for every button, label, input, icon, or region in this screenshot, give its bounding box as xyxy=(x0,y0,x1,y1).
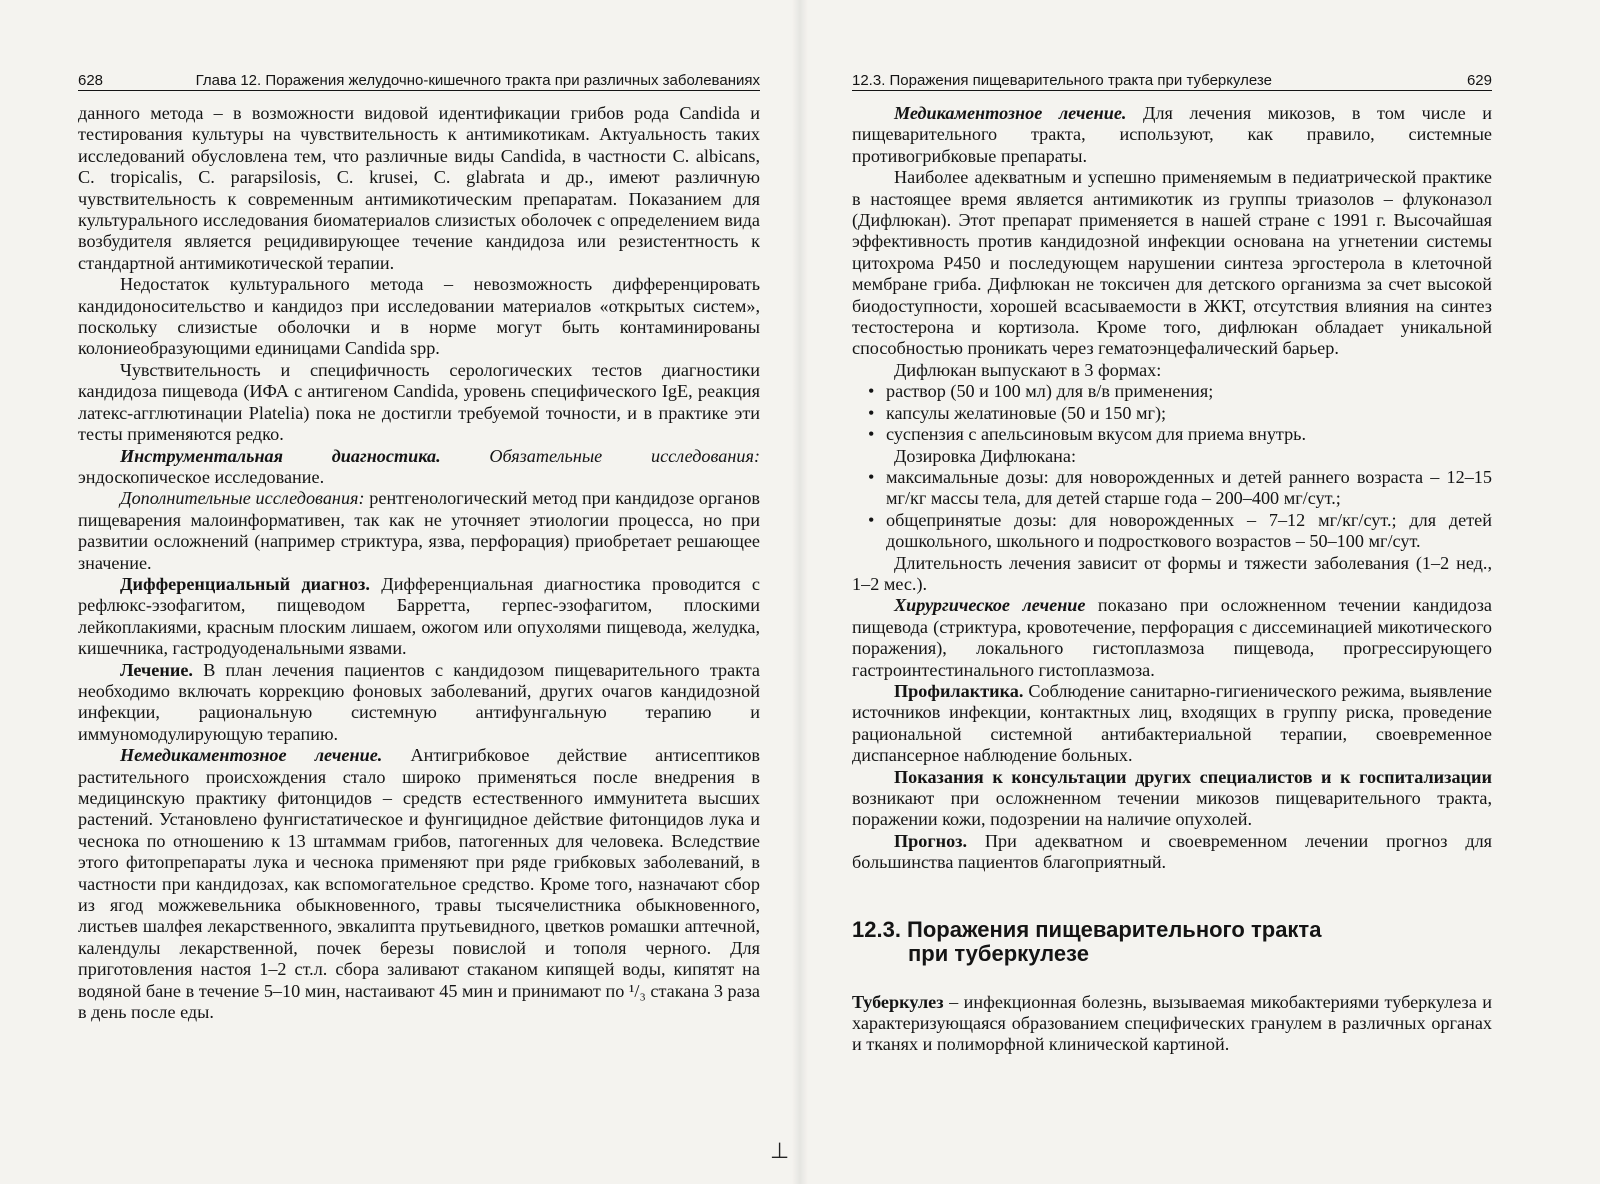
section-heading-line1: 12.3. Поражения пищеварительного тракта xyxy=(852,916,1322,942)
paragraph-text: В план лечения пациентов с кандидозом пищеварительного тракта необходимо включать коррекцию фоновых заболеваний, других очагов кандидозной инфекции, рациональную системную антифунгальную терапию и иммуномодулирующую терапию. xyxy=(78,659,761,744)
right-page-number: 629 xyxy=(1466,72,1492,89)
paragraph xyxy=(852,595,1492,681)
subheading: Дополнительные исследования: xyxy=(120,488,365,509)
dosage-list xyxy=(852,467,1492,553)
paragraph xyxy=(78,574,760,660)
list-intro: Дифлюкан выпускают в 3 формах: xyxy=(894,359,1162,380)
left-body-text xyxy=(78,103,760,1023)
paragraph-text: Антигрибковое действие антисептиков растительного происхождения стало широко применяться после внедрения в медицинскую практику фитонцидов – средств естественного иммунитета высших растений. Установлено фунгистатическое и фунгицидное действие фитонцидов лука и чеснока по отношению к 13 штаммам грибов, патогенных для человека. Вследствие этого фитопрепараты лука и чеснока применяют при ряде грибковых заболеваний, в частности при кандидозах, как вспомогательное средство. Кроме того, назначают сбор из ягод можжевельника обыкновенного, травы тысячелистника обыкновенного, листьев шалфея лекарственного, эвкалипта прутьевидного, цветков ромашки аптечной, календулы лекарственной, почек березы повислой и тополя черного. Для приготовления настоя 1–2 ст.л. сбора заливают стаканом кипящей воды, кипятят на водяной бане в течение 5–10 мин, настаивают 45 мин и принимают по ¹/₃ стакана 3 раза в день после еды. xyxy=(78,745,760,1023)
left-page-number: 628 xyxy=(78,72,104,89)
paragraph-text: показано при осложненном течении кандидоза пищевода (стриктура, кровотечение, перфорация с диссеминацией микотического поражения), локального гистоплазмоза пищевода, прогрессирующего гастроинтестинального гистоплазмоза. xyxy=(852,595,1492,680)
paragraph xyxy=(78,446,760,489)
paragraph: Длительность лечения зависит от формы и тяжести заболевания (1–2 нед., 1–2 мес.). xyxy=(852,552,1492,594)
right-page xyxy=(852,72,1492,1056)
binding-mark: ⊥ xyxy=(770,1138,790,1163)
subheading: Обязательные исследования: xyxy=(489,445,761,466)
section-heading xyxy=(852,918,1492,966)
right-running-head xyxy=(852,72,1492,91)
right-running-title: 12.3. Поражения пищеварительного тракта при туберкулезе xyxy=(852,72,1272,89)
paragraph-text: Соблюдение санитарно-гигиенического режима, выявление источников инфекции, контактных лиц, входящих в группу риска, проведение рациональной системной антибактериальной терапии, своевременное диспансерное наблюдение больных. xyxy=(852,680,1493,766)
runin-heading: Лечение. xyxy=(120,659,193,680)
paragraph-text: Для лечения микозов, в том числе и пищеварительного тракта, используют, как правило, системные противогрибковые препараты. xyxy=(852,103,1492,166)
paragraph-text: эндоскопическое исследование. xyxy=(78,466,325,487)
paragraph: данного метода – в возможности видовой идентификации грибов рода Candida и тестирования культуры на чувствительность к антимикотикам. Актуальность таких исследований обусловлена тем, что различные виды Candida, в частности C. albicans, C. tropicalis, C. parapsilosis, C. krusei, C. glabrata и др., имеют различную чувствительность к современным антимикотическим препаратам. Показанием для культурального исследования биоматериалов слизистых оболочек с определением вида возбудителя является рецидивирующее течение кандидоза или резистентность к стандартной антимикотической терапии. xyxy=(78,103,760,273)
runin-heading: Медикаментозное лечение. xyxy=(894,103,1127,123)
paragraph xyxy=(852,103,1492,167)
paragraph xyxy=(78,745,760,1023)
right-body-text xyxy=(852,103,1492,1056)
paragraph xyxy=(78,488,760,574)
left-running-title: Глава 12. Поражения желудочно-кишечного тракта при различных заболеваниях xyxy=(195,72,760,89)
runin-heading: Профилактика. xyxy=(894,680,1024,701)
paragraph-text: – инфекционная болезнь, вызываемая микобактериями туберкулеза и характеризующаяся образованием специфических гранулем в различных органах и тканях и полиморфной клинической картиной. xyxy=(852,991,1492,1055)
list-item: • капсулы желатиновые (50 и 150 мг); xyxy=(886,403,1492,424)
section-heading-line2: при туберкулезе xyxy=(908,940,1089,966)
list-item: • раствор (50 и 100 мл) для в/в применения; xyxy=(886,381,1492,402)
runin-heading: Дифференциальный диагноз. xyxy=(120,573,370,594)
paragraph: Недостаток культурального метода – невозможность дифференцировать кандидоносительство и кандидоз при исследовании материалов «открытых систем», поскольку слизистые оболочки и в норме могут быть контаминированы колониеобразующими единицами Candida spp. xyxy=(78,274,760,359)
runin-heading: Прогноз. xyxy=(894,830,968,851)
paragraph xyxy=(852,992,1492,1056)
paragraph xyxy=(852,681,1492,767)
paragraph: Чувствительность и специфичность серологических тестов диагностики кандидоза пищевода (ИФА с антигеном Candida, уровень специфического IgE, реакция латекс-агглютинации Platelia) пока не достигли требуемой точности, и в практике эти тесты применяются редко. xyxy=(78,359,760,445)
paragraph-text: При адекватном и своевременном лечении прогноз для большинства пациентов благоприятный. xyxy=(852,830,1493,873)
forms-list xyxy=(852,381,1492,445)
paragraph: Наиболее адекватным и успешно применяемым в педиатрической практике в настоящее время является антимикотик из группы триазолов – флуконазол (Дифлюкан). Этот препарат применяется в нашей стране с 1991 г. Высочайшая эффективность против кандидозной инфекции основана на угнетении системы цитохрома P450 и последующем нарушении синтеза эргостерола в клеточной мембране гриба. Дифлюкан не токсичен для детского организма за счет высокой биодоступности, хорошей всасываемости в ЖКТ, отсутствия влияния на синтез тестостерона и кортизола. Кроме того, дифлюкан обладает уникальной способностью проникать через гематоэнцефалический барьер. xyxy=(852,167,1492,359)
runin-heading: Показания к консультации других специалистов и к госпитализации xyxy=(894,766,1492,787)
left-page xyxy=(78,72,760,1023)
list-item: • суспензия с апельсиновым вкусом для приема внутрь. xyxy=(886,424,1492,445)
paragraph-text: Дифференциальная диагностика проводится с рефлюкс-эзофагитом, пищеводом Барретта, герпес-эзофагитом, плоскими лейкоплакиями, красным плоским лишаем, ожогом или опухолями пищевода, желудка, кишечника, гастродуоденальными язвами. xyxy=(78,573,761,659)
paragraph xyxy=(852,767,1492,831)
list-intro: Дозировка Дифлюкана: xyxy=(894,445,1076,466)
runin-heading: Немедикаментозное лечение. xyxy=(120,745,383,766)
runin-heading: Хирургическое лечение xyxy=(894,595,1086,616)
paragraph xyxy=(852,831,1492,874)
paragraph-text: возникают при осложненном течении микозов пищеварительного тракта, поражении кожи, подозрении на наличие опухолей. xyxy=(852,788,1492,830)
runin-heading: Инструментальная диагностика. xyxy=(120,445,441,466)
runin-heading: Туберкулез xyxy=(852,991,944,1012)
paragraph-text: рентгенологический метод при кандидозе органов пищеварения малоинформативен, так как не уточняет этиологии процесса, но при развитии осложнений (например стриктура, язва, перфорация) приобретает решающее значение. xyxy=(78,488,761,573)
paragraph xyxy=(78,660,760,746)
book-gutter xyxy=(792,0,808,1184)
list-item: • общепринятые дозы: для новорожденных – 7–12 мг/кг/сут.; для детей дошкольного, школьного и подросткового возрастов – 50–100 мг/сут. xyxy=(886,510,1492,553)
list-item: • максимальные дозы: для новорожденных и детей раннего возраста – 12–15 мг/кг массы тела, для детей старше года – 200–400 мг/сут.; xyxy=(886,467,1492,510)
left-running-head xyxy=(78,72,760,91)
